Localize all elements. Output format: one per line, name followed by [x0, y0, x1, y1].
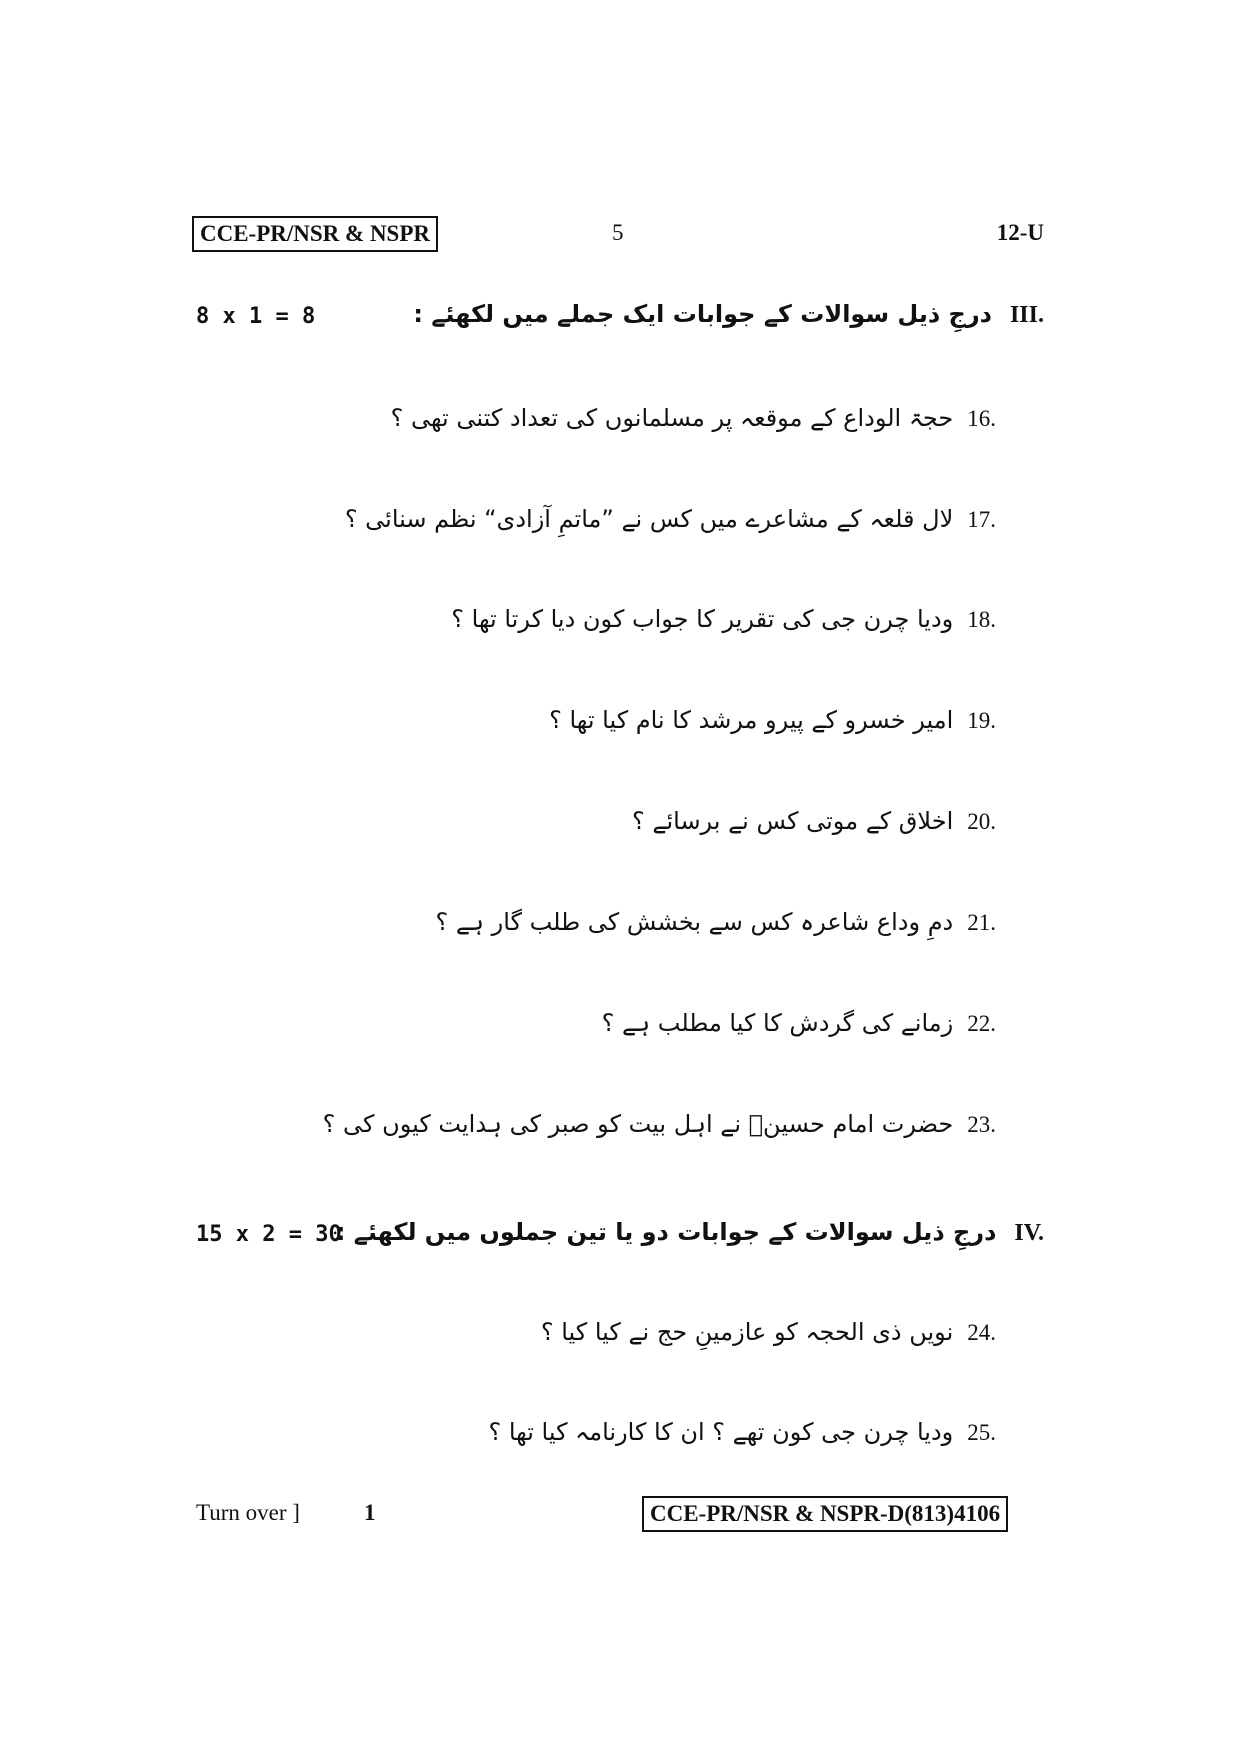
- question-text: دمِ وداع شاعرہ کس سے بخشش کی طلب گار ہے ؟: [435, 908, 954, 936]
- question-number: 22.: [967, 1011, 996, 1036]
- question-20: [632, 807, 996, 835]
- question-number: 19.: [967, 708, 996, 733]
- question-17: [345, 505, 996, 533]
- question-18: [451, 605, 996, 633]
- question-23: [323, 1110, 996, 1138]
- header-code: CCE-PR/NSR & NSPR: [192, 216, 438, 252]
- footer-code: CCE-PR/NSR & NSPR-D(813)4106: [642, 1496, 1008, 1532]
- question-number: 23.: [967, 1112, 996, 1137]
- question-text: زمانے کی گردش کا کیا مطلب ہے ؟: [601, 1009, 954, 1037]
- question-21: [435, 908, 996, 936]
- question-number: 18.: [967, 607, 996, 632]
- section-iv-roman: IV.: [1014, 1220, 1044, 1246]
- question-text: اخلاق کے موتی کس نے برسائے ؟: [632, 807, 954, 835]
- question-22: [602, 1009, 996, 1037]
- section-iv-instruction: درجِ ذیل سوالات کے جوابات دو یا تین جملوں میں لکھئے :: [335, 1218, 997, 1246]
- section-iv-marks: 15 x 2 = 30: [196, 1222, 342, 1247]
- question-number: 21.: [967, 910, 996, 935]
- section-iii-roman: III.: [1009, 302, 1044, 328]
- question-24: [541, 1318, 996, 1346]
- question-number: 16.: [967, 406, 996, 431]
- question-text: حجۃ الوداع کے موقعہ پر مسلمانوں کی تعداد کتنی تھی ؟: [390, 404, 954, 432]
- paper-code: 12-U: [996, 220, 1044, 245]
- question-text: لال قلعہ کے مشاعرے میں کس نے ”ماتمِ آزادی“ نظم سنائی ؟: [344, 505, 954, 533]
- section-iii-heading: [413, 300, 1044, 329]
- question-text: امیر خسرو کے پیرو مرشد کا نام کیا تھا ؟: [549, 706, 954, 734]
- question-19: [549, 706, 996, 734]
- question-text: ودیا چرن جی کون تھے ؟ ان کا کارنامہ کیا تھا ؟: [488, 1418, 954, 1446]
- question-text: ودیا چرن جی کی تقریر کا جواب کون دیا کرتا تھا ؟: [451, 605, 954, 633]
- question-number: 17.: [967, 507, 996, 532]
- section-iii-marks: 8 x 1 = 8: [196, 304, 316, 329]
- question-number: 25.: [967, 1420, 996, 1445]
- question-number: 24.: [967, 1320, 996, 1345]
- question-text: حضرت امام حسینؓ نے اہل بیت کو صبر کی ہدایت کیوں کی ؟: [322, 1110, 954, 1138]
- question-number: 20.: [967, 809, 996, 834]
- page-number: 5: [612, 220, 624, 245]
- question-16: [391, 404, 996, 432]
- question-25: [488, 1418, 996, 1446]
- question-text: نویں ذی الحجہ کو عازمینِ حج نے کیا کیا ؟: [540, 1318, 954, 1346]
- turn-over-label: Turn over ]: [196, 1500, 300, 1525]
- section-iii-instruction: درجِ ذیل سوالات کے جوابات ایک جملے میں لکھئے :: [413, 300, 992, 328]
- section-iv-heading: [336, 1218, 1044, 1247]
- sheet-number: 1: [364, 1500, 376, 1525]
